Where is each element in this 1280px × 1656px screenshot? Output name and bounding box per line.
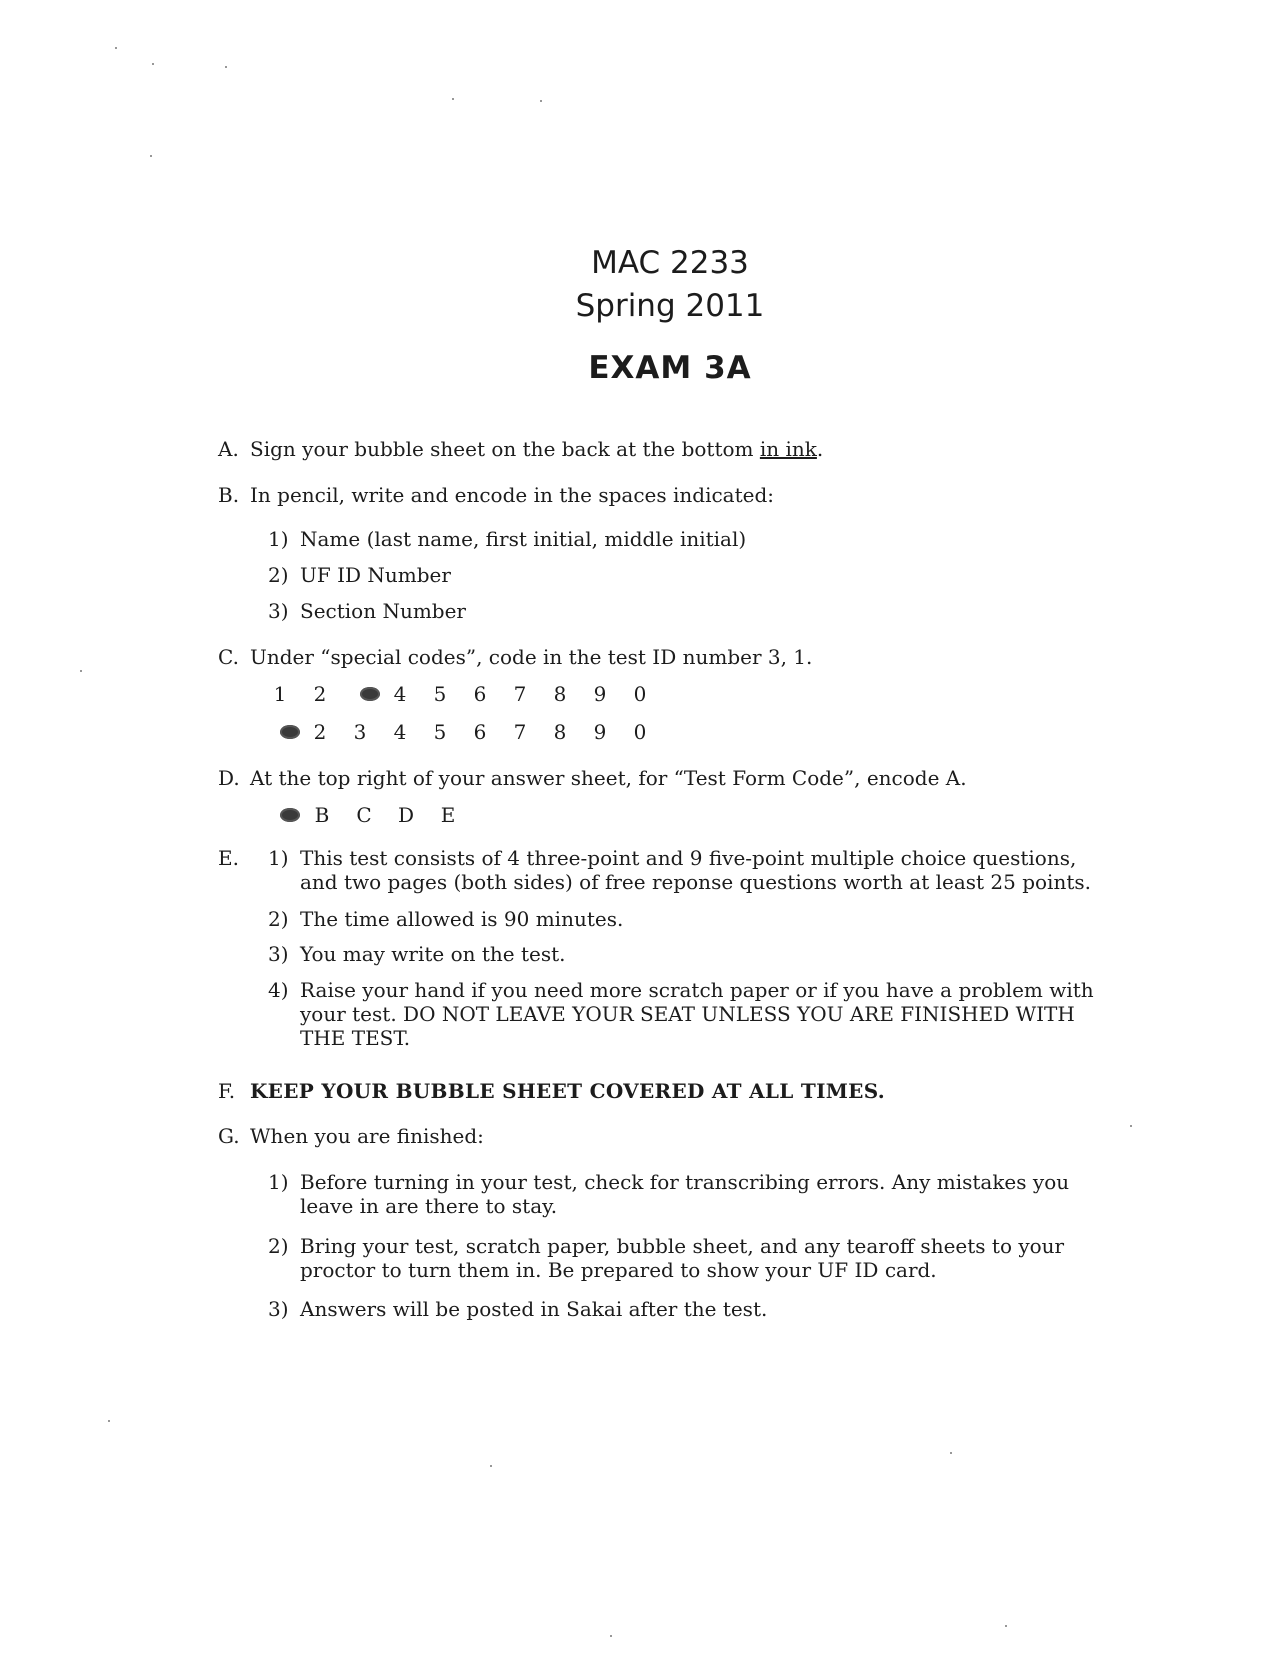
item-number: 1) [268, 1170, 289, 1194]
scan-speck [108, 1420, 110, 1422]
item-number: 2) [268, 1234, 289, 1258]
bubble-digit: 6 [473, 720, 487, 744]
bubble-digit: 9 [593, 682, 607, 706]
bubble-digit: 9 [593, 720, 607, 744]
bubble-digit: 1 [273, 682, 287, 706]
item-number: 1) [268, 527, 289, 551]
course-title: MAC 2233 [591, 245, 749, 281]
scan-speck [610, 1635, 612, 1637]
instruction-text: KEEP YOUR BUBBLE SHEET COVERED AT ALL TIMES. [250, 1079, 886, 1103]
instruction-letter: F. [218, 1079, 236, 1103]
bubble-digit: 0 [633, 720, 647, 744]
instruction-text-part: . [816, 437, 824, 461]
bubble-letter: E [440, 803, 456, 827]
instruction-letter: G. [218, 1124, 240, 1148]
scan-speck [115, 47, 117, 49]
scan-speck [80, 670, 82, 672]
item-number: 3) [268, 1297, 289, 1321]
scan-speck [1130, 1125, 1132, 1127]
item-number: 1) [268, 846, 289, 870]
item-number: 2) [268, 563, 289, 587]
item-text: Bring your test, scratch paper, bubble sheet, and any tearoff sheets to your proctor to turn them in. Be prepared to show your UF ID card. [300, 1234, 1065, 1282]
scan-speck [150, 155, 152, 157]
instruction-letter: B. [218, 483, 240, 507]
filled-bubble-icon [280, 725, 300, 739]
term-title: Spring 2011 [575, 288, 765, 324]
instruction-text-part: Sign your bubble sheet on the back at the bottom [250, 437, 760, 461]
item-text: Name (last name, first initial, middle initial) [300, 527, 747, 551]
bubble-digit: 8 [553, 682, 567, 706]
item-number: 2) [268, 907, 289, 931]
item-text: Section Number [300, 599, 466, 623]
exam-title: EXAM 3A [588, 350, 752, 386]
scan-speck [540, 100, 542, 102]
item-text: This test consists of 4 three-point and 9 five-point multiple choice questions, and two pages (both sides) of free reponse questions worth at least 25 points. [300, 846, 1091, 894]
item-text: Raise your hand if you need more scratch paper or if you have a problem with your test. DO NOT LEAVE YOUR SEAT UNLESS YOU ARE FINISHED WITH THE TEST. [300, 978, 1094, 1050]
instruction-letter: A. [218, 437, 239, 461]
bubble-letter: D [397, 803, 415, 827]
scan-speck [152, 63, 154, 65]
bubble-digit: 4 [393, 720, 407, 744]
scan-speck [950, 1452, 952, 1454]
item-text: Before turning in your test, check for transcribing errors. Any mistakes you leave in are there to stay. [300, 1170, 1070, 1218]
bubble-digit: 2 [313, 682, 327, 706]
instruction-letter: D. [218, 766, 240, 790]
bubble-digit: 0 [633, 682, 647, 706]
scan-speck [490, 1465, 492, 1467]
item-text: The time allowed is 90 minutes. [300, 907, 624, 931]
underlined-text: in ink [759, 437, 817, 461]
bubble-digit: 6 [473, 682, 487, 706]
bubble-digit: 3 [353, 720, 367, 744]
instruction-text: At the top right of your answer sheet, for “Test Form Code”, encode A. [250, 766, 967, 790]
bubble-digit: 7 [513, 720, 527, 744]
item-text: UF ID Number [300, 563, 451, 587]
item-text: You may write on the test. [300, 942, 566, 966]
bubble-letter: C [356, 803, 372, 827]
bubble-digit: 7 [513, 682, 527, 706]
bubble-digit: 5 [433, 720, 447, 744]
item-text: Answers will be posted in Sakai after the test. [300, 1297, 768, 1321]
bubble-digit: 5 [433, 682, 447, 706]
scan-speck [452, 98, 454, 100]
bubble-digit: 4 [393, 682, 407, 706]
filled-bubble-icon [280, 808, 300, 822]
scan-speck [225, 66, 227, 68]
filled-bubble-icon [360, 687, 380, 701]
instruction-text: Under “special codes”, code in the test ID number 3, 1. [250, 645, 813, 669]
instruction-text: In pencil, write and encode in the spaces indicated: [250, 483, 775, 507]
instruction-letter: E. [218, 846, 239, 870]
item-number: 3) [268, 942, 289, 966]
scan-speck [1005, 1625, 1007, 1627]
item-number: 3) [268, 599, 289, 623]
bubble-digit: 8 [553, 720, 567, 744]
item-number: 4) [268, 978, 289, 1002]
bubble-letter: B [314, 803, 330, 827]
instruction-text [250, 437, 823, 461]
instruction-letter: C. [218, 645, 239, 669]
instruction-text: When you are finished: [250, 1124, 484, 1148]
bubble-digit: 2 [313, 720, 327, 744]
